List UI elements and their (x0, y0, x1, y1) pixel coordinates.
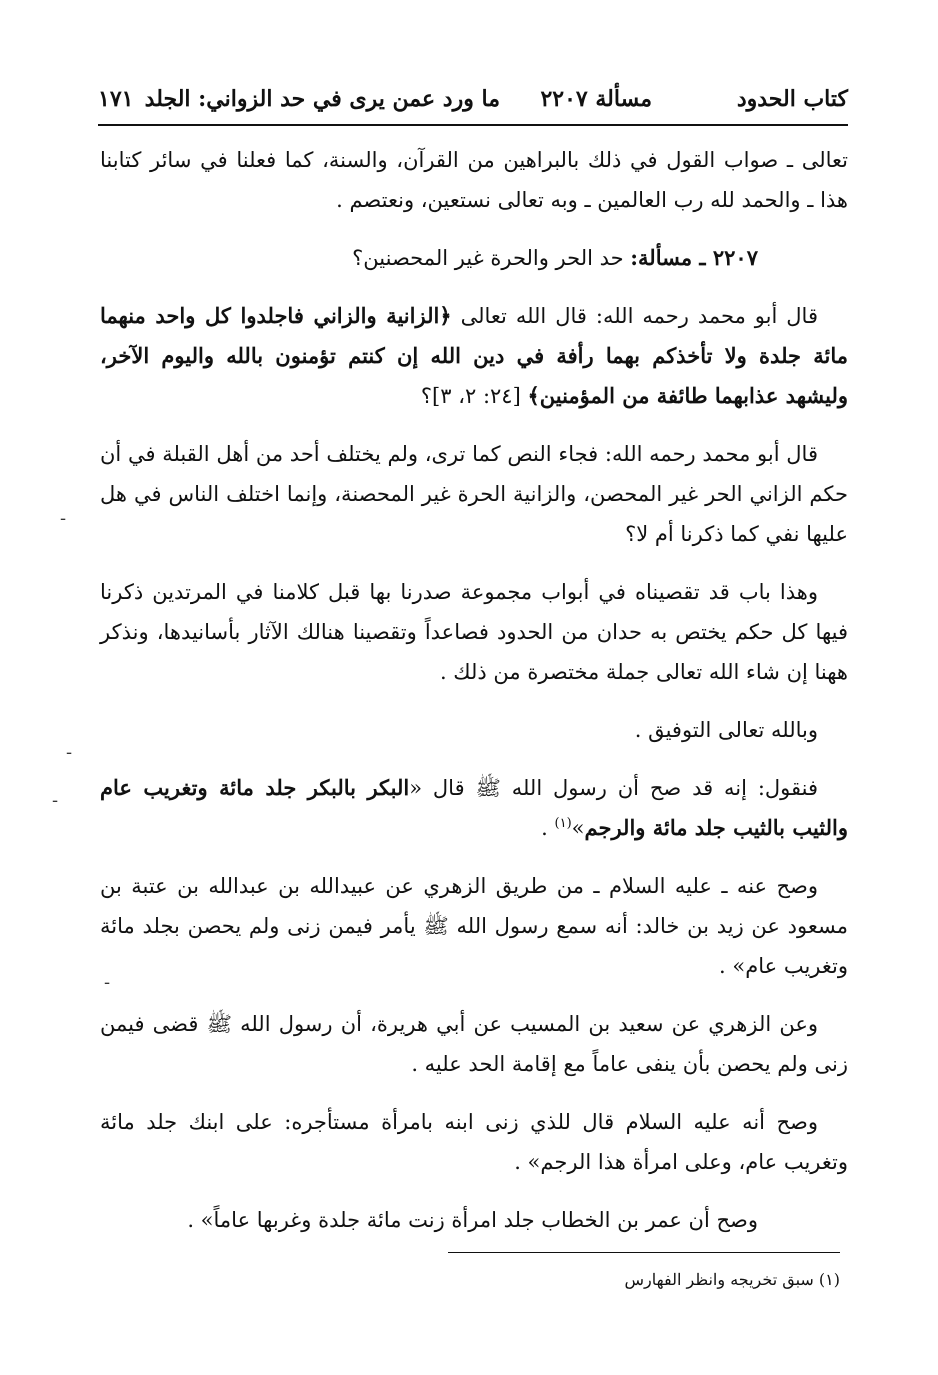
header-issue-number: مسألة ٢٢٠٧ (540, 86, 652, 112)
paragraph-11: وصح أن عمر بن الخطاب جلد امرأة زنت مائة جلدة وغربها عاماً» . (187, 1208, 758, 1232)
footnote: (١) سبق تخريجه وانظر الفهارس (624, 1270, 840, 1289)
page-number: ١٧١ (98, 86, 134, 112)
paragraph-5: وهذا باب قد تقصيناه في أبواب مجموعة صدرنا بها قبل كلامنا في المرتدين ذكرنا فيها كل حكم يختص به حدان من الحدود فصاعداً وتقصينا هنالك الآثار بأسانيدها، ونذكر ههنا إن شاء الله تعالى جملة مختصرة من ذلك . (100, 580, 848, 684)
header-book-title: كتاب الحدود (736, 86, 848, 112)
paragraph-9: وعن الزهري عن سعيد بن المسيب عن أبي هريرة، أن رسول الله ﷺ قضى فيمن زنى ولم يحصن بأن ينفى عاماً مع إقامة الحد عليه . (100, 1012, 848, 1076)
running-header (98, 82, 848, 126)
paragraph-10: وصح أنه عليه السلام قال للذي زنى ابنه بامرأة مستأجره: على ابنك جلد مائة وتغريب عام، وعلى امرأة هذا الرجم» . (100, 1110, 848, 1174)
margin-mark: - (66, 742, 73, 763)
margin-mark: - (60, 508, 67, 529)
margin-mark: - (52, 790, 59, 811)
paragraph-issue-heading: ٢٢٠٧ ـ مسألة: حد الحر والحرة غير المحصنين؟ (352, 245, 758, 270)
main-text (100, 140, 848, 1258)
footnote-ref: (١) (554, 816, 572, 831)
paragraph-quran-quote: قال أبو محمد رحمه الله: قال الله تعالى ﴿الزانية والزاني فاجلدوا كل واحد منهما مائة جلدة ولا تأخذكم بهما رأفة في دين الله إن كنتم تؤمنون بالله واليوم الآخر، وليشهد عذابهما طائفة من المؤمنين﴾ [٢٤: ٢، ٣]؟ (100, 303, 848, 408)
footnote-divider (448, 1252, 840, 1253)
paragraph-6: وبالله تعالى التوفيق . (634, 718, 818, 742)
margin-mark: - (104, 972, 111, 993)
paragraph-8: وصح عنه ـ عليه السلام ـ من طريق الزهري عن عبيدالله بن عبدالله بن عتبة بن مسعود عن زيد بن خالد: أنه سمع رسول الله ﷺ يأمر فيمن زنى ولم يحصن بجلد مائة وتغريب عام» . (100, 874, 848, 978)
header-section-title: ما ورد عمن يرى في حد الزواني: الجلد (144, 86, 500, 112)
paragraph-hadith: فنقول: إنه قد صح أن رسول الله ﷺ قال «البكر بالبكر جلد مائة وتغريب عام والثيب بالثيب جلد مائة والرجم»$^{(١)}$ . (100, 775, 848, 840)
paragraph-1: تعالى ـ صواب القول في ذلك بالبراهين من القرآن، والسنة، كما فعلنا في سائر كتابنا هذا ـ والحمد لله رب العالمين ـ وبه تعالى نستعين، ونعتصم . (100, 148, 848, 212)
paragraph-4: قال أبو محمد رحمه الله: فجاء النص كما ترى، ولم يختلف أحد من أهل القبلة في أن حكم الزاني الحر غير المحصن، والزانية الحرة غير المحصنة، وإنما اختلف الناس في هل عليها نفي كما ذكرنا أم لا؟ (100, 442, 848, 546)
